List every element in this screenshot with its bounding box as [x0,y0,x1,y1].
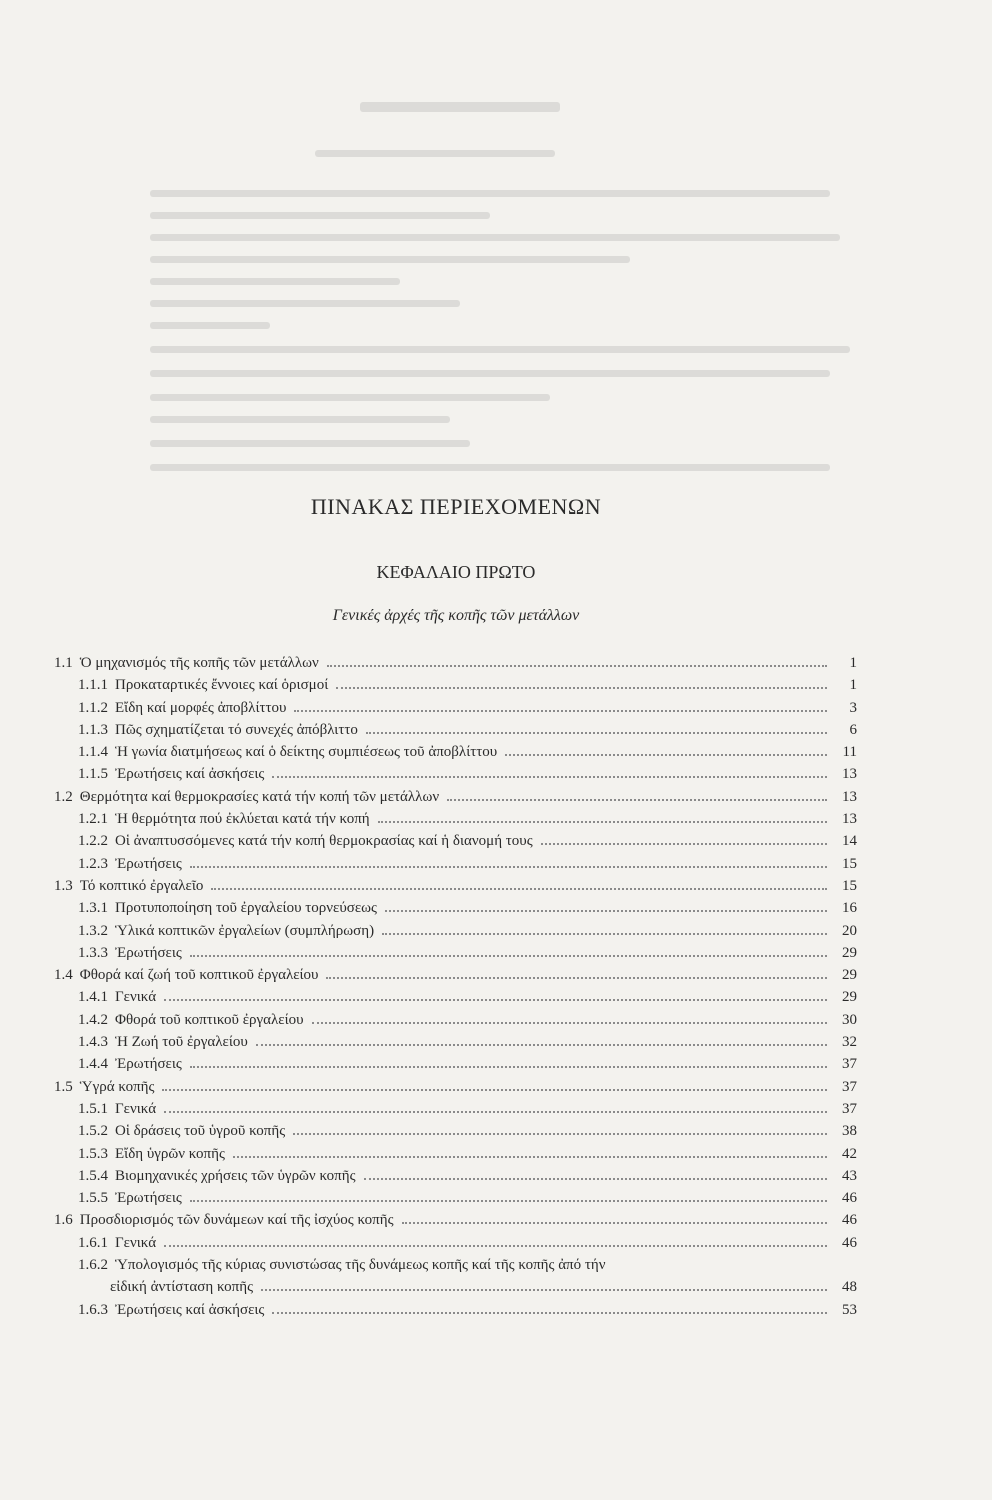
toc-entry-number: 1.1.5 [78,766,108,783]
toc-entry-page: 37 [842,1100,857,1117]
toc-entry-page: 13 [842,788,857,805]
dot-leader [364,1178,827,1180]
toc-entry-title: Ὑπολογισμός τῆς κύριας συνιστώσας τῆς δυνάμεως κοπῆς καί τῆς κοπῆς ἀπό τήν [115,1257,606,1274]
toc-entry [78,1299,865,1321]
bleed-through-text [0,0,992,480]
toc-entry-page: 15 [842,855,857,872]
toc-entry-page: 20 [842,922,857,939]
dot-leader [402,1222,827,1224]
toc-entry [78,1031,865,1053]
toc-entry [78,808,865,830]
toc-entry [78,1143,865,1165]
dot-leader [190,1200,827,1202]
dot-leader [162,1089,827,1091]
dot-leader [312,1022,827,1024]
toc-entry [78,1187,865,1209]
toc-entry-page: 43 [842,1167,857,1184]
toc-entry-number: 1.4.3 [78,1034,108,1051]
toc-entry-title: Ἡ Ζωή τοῦ ἐργαλείου [115,1034,248,1051]
toc-entry-title: Γενικά [115,1100,157,1117]
toc-entry-page: 11 [842,744,857,761]
toc-entry-page: 1 [849,677,857,694]
dot-leader [382,933,827,935]
dot-leader [256,1044,827,1046]
toc-entry [54,1076,865,1098]
toc-entry-number: 1.2.2 [78,833,108,850]
dot-leader [164,1111,827,1113]
toc-entry-page: 14 [842,833,857,850]
toc-entry-page: 46 [842,1212,857,1229]
toc-entry-page: 1 [849,655,857,671]
toc-entry-number: 1.5.1 [78,1100,108,1117]
toc-entry-page: 13 [842,766,857,783]
toc-entry-number: 1.6.1 [78,1234,108,1251]
toc-entry-number: 1.2 [54,788,73,805]
toc-entry-number: 1.1.2 [78,699,108,716]
toc-entry [78,1098,865,1120]
toc-entry-page: 29 [842,989,857,1006]
dot-leader [385,910,827,912]
toc-entry-title: Ἐρωτήσεις [115,944,182,961]
dot-leader [272,1312,827,1314]
dot-leader [164,999,827,1001]
toc-entry [78,1053,865,1075]
dot-leader [190,1066,827,1068]
toc-entry-page: 37 [842,1078,857,1095]
toc-entry [78,1165,865,1187]
toc-entry-page: 13 [842,811,857,828]
toc-entry-number: 1.1 [54,655,73,671]
chapter-subtitle: Γενικές ἀρχές τῆς κοπῆς τῶν μετάλλων [332,607,580,624]
toc-entry-title: Οἱ δράσεις τοῦ ὑγροῦ κοπῆς [115,1123,286,1140]
toc-entry-title: Ὑγρά κοπῆς [79,1078,155,1095]
toc-entry-title: Ἐρωτήσεις [115,855,182,872]
dot-leader [211,888,827,890]
toc-entry-number: 1.6 [54,1212,73,1229]
toc-entry-title: Ἡ γωνία διατμήσεως καί ὁ δείκτης συμπιέσεως τοῦ ἀποβλίττου [115,744,498,761]
toc-entry-title: Γενικά [115,1234,157,1251]
toc-entry-title: Θερμότητα καί θερμοκρασίες κατά τήν κοπή τῶν μετάλλων [79,788,440,805]
toc-entry-title: Ἐρωτήσεις [115,1056,182,1073]
toc-entry-page: 29 [842,944,857,961]
dot-leader [272,776,827,778]
toc-entry-page: 16 [842,900,857,917]
toc-entry-number: 1.5.4 [78,1167,108,1184]
toc-entry-page: 37 [842,1056,857,1073]
toc-entry [78,853,865,875]
toc-entry-title: Εἴδη καί μορφές ἀποβλίττου [115,699,287,716]
toc-entry-number: 1.4.2 [78,1011,108,1028]
toc-entry [78,830,865,852]
toc-entry [54,875,865,897]
toc-entry-title: Προτυποποίηση τοῦ ἐργαλείου τορνεύσεως [115,900,377,917]
toc-entry [78,1120,865,1142]
toc-entry-title: Τό κοπτικό ἐργαλεῖο [79,877,204,894]
toc-entry-page: 30 [842,1011,857,1028]
dot-leader [293,1133,827,1135]
toc-entry-number: 1.5.2 [78,1123,108,1140]
toc-entry-page: 53 [842,1301,857,1318]
toc-entry-number: 1.3.3 [78,944,108,961]
dot-leader [541,843,827,845]
dot-leader [447,799,827,801]
table-of-contents [0,652,992,1321]
toc-entry-page: 29 [842,967,857,984]
toc-entry [78,942,865,964]
toc-entry [78,719,865,741]
toc-entry-title: Φθορά καί ζωή τοῦ κοπτικοῦ ἐργαλείου [79,967,319,984]
toc-entry-page: 48 [842,1279,857,1296]
toc-entry-title: Ἡ θερμότητα πού ἐκλύεται κατά τήν κοπή [115,811,370,828]
toc-entry-number: 1.4.1 [78,989,108,1006]
toc-entry-title: Οἱ ἀναπτυσσόμενες κατά τήν κοπή θερμοκρασίας καί ἡ διανομή τους [115,833,533,850]
toc-entry-title: Γενικά [115,989,157,1006]
toc-entry-page: 6 [849,721,857,738]
toc-entry-number: 1.1.1 [78,677,108,694]
dot-leader [190,866,827,868]
toc-entry-page: 15 [842,877,857,894]
dot-leader [505,754,827,756]
toc-entry-title: Προκαταρτικές ἔννοιες καί ὁρισμοί [115,677,329,694]
toc-entry-number: 1.3 [54,877,73,894]
dot-leader [190,955,827,957]
toc-entry-number: 1.5.5 [78,1190,108,1207]
toc-entry-page: 38 [842,1123,857,1140]
toc-entry-title: Ὑλικά κοπτικῶν ἐργαλείων (συμπλήρωση) [115,922,375,939]
toc-entry [54,652,865,674]
toc-entry-title: Ἐρωτήσεις καί ἀσκήσεις [115,766,265,783]
dot-leader [233,1156,827,1158]
toc-entry [78,1232,865,1254]
dot-leader [366,732,827,734]
toc-entry [78,674,865,696]
toc-entry-number: 1.6.3 [78,1301,108,1318]
toc-entry [78,741,865,763]
toc-entry-number: 1.5 [54,1078,73,1095]
toc-entry-page: 46 [842,1234,857,1251]
toc-entry [54,1209,865,1231]
toc-entry [78,1009,865,1031]
toc-entry [78,763,865,785]
toc-entry-title: Ἐρωτήσεις [115,1190,182,1207]
page-title: ΠΙΝΑΚΑΣ ΠΕΡΙΕΧΟΜΕΝΩΝ [310,494,602,519]
toc-entry [78,1254,865,1276]
dot-leader [378,821,827,823]
toc-entry-title: Ὁ μηχανισμός τῆς κοπῆς τῶν μετάλλων [79,655,319,671]
toc-entry-title: Πῶς σχηματίζεται τό συνεχές ἀπόβλιττο [115,721,358,738]
toc-entry-title: Προσδιορισμός τῶν δυνάμεων καί τῆς ἰσχύος κοπῆς [79,1212,394,1229]
toc-entry-number: 1.5.3 [78,1145,108,1162]
dot-leader [294,710,827,712]
toc-entry-page: 32 [842,1034,857,1051]
toc-entry-number: 1.2.3 [78,855,108,872]
toc-entry [78,920,865,942]
toc-entry-number: 1.6.2 [78,1257,108,1274]
toc-entry-number: 1.4 [54,967,73,984]
toc-entry-page: 3 [849,699,857,716]
toc-entry-title: Βιομηχανικές χρήσεις τῶν ὑγρῶν κοπῆς [115,1167,356,1184]
toc-entry [54,964,865,986]
toc-entry-title: εἰδική ἀντίσταση κοπῆς [110,1279,254,1296]
toc-entry-number: 1.4.4 [78,1056,108,1073]
toc-entry-title: Εἴδη ὑγρῶν κοπῆς [115,1145,225,1162]
toc-entry-number: 1.1.3 [78,721,108,738]
toc-entry-title: Ἐρωτήσεις καί ἀσκήσεις [115,1301,265,1318]
toc-entry [78,897,865,919]
dot-leader [336,687,827,689]
toc-entry [54,786,865,808]
toc-entry-number: 1.3.1 [78,900,108,917]
toc-entry-number: 1.3.2 [78,922,108,939]
toc-entry-page: 42 [842,1145,857,1162]
toc-entry [78,986,865,1008]
dot-leader [261,1289,827,1291]
chapter-heading: ΚΕΦΑΛΑΙΟ ΠΡΩΤΟ [376,562,536,582]
toc-entry [110,1276,865,1298]
dot-leader [327,665,827,667]
toc-entry-title: Φθορά τοῦ κοπτικοῦ ἐργαλείου [115,1011,304,1028]
toc-entry-number: 1.1.4 [78,744,108,761]
dot-leader [326,977,827,979]
toc-entry [78,697,865,719]
dot-leader [164,1245,827,1247]
toc-entry-number: 1.2.1 [78,811,108,828]
toc-entry-page: 46 [842,1190,857,1207]
